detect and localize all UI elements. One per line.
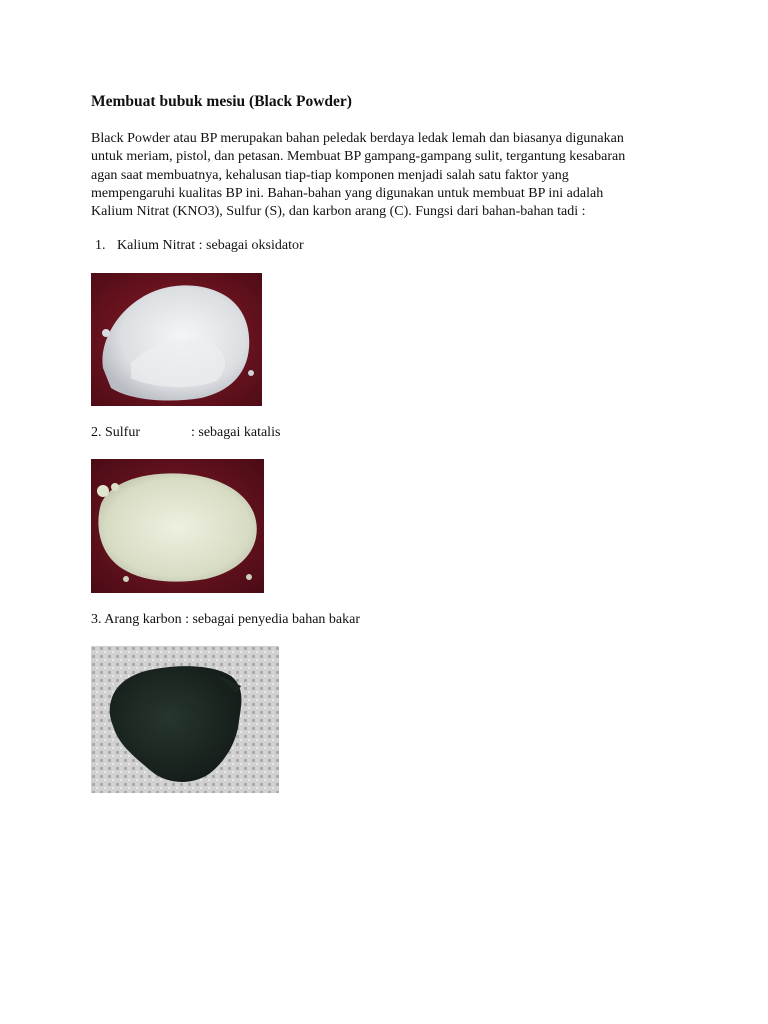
list-item-label: 2. Sulfur (91, 425, 140, 440)
sulfur-photo (91, 459, 264, 593)
list-item-text: Kalium Nitrat : sebagai oksidator (117, 238, 304, 253)
list-item-text: : sebagai katalis (191, 425, 281, 440)
intro-line: agan saat membuatnya, kehalusan tiap-tiap komponen menjadi salah satu faktor yang (91, 167, 569, 183)
list-item-number: 1. (95, 238, 106, 253)
kalium-nitrat-photo (91, 273, 262, 406)
intro-line: Kalium Nitrat (KNO3), Sulfur (S), dan karbon arang (C). Fungsi dari bahan-bahan tadi : (91, 204, 586, 220)
intro-line: untuk meriam, pistol, dan petasan. Membuat BP gampang-gampang sulit, tergantung kesabaran (91, 149, 626, 165)
intro-line: mempengaruhi kualitas BP ini. Bahan-bahan yang digunakan untuk membuat BP ini adalah (91, 185, 604, 201)
arang-karbon-photo (91, 646, 279, 793)
list-item-sulfur (91, 425, 280, 441)
list-item-kalium-nitrat (95, 238, 304, 254)
list-item-arang-karbon: 3. Arang karbon : sebagai penyedia bahan bakar (91, 612, 361, 627)
intro-paragraph (91, 130, 681, 221)
document-title: Membuat bubuk mesiu (Black Powder) (91, 93, 352, 110)
intro-line: Black Powder atau BP merupakan bahan peledak berdaya ledak lemah dan biasanya digunakan (91, 131, 624, 146)
